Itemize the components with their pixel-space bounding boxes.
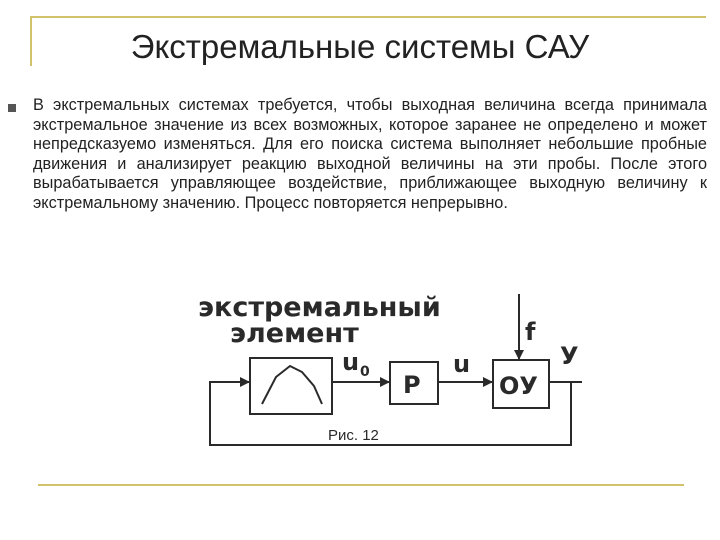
frame-top-line — [30, 16, 706, 18]
block-diagram — [190, 282, 600, 467]
disturbance-f-label: f — [525, 318, 536, 346]
arrow-head-f — [514, 350, 524, 360]
slide-title: Экстремальные системы САУ — [130, 28, 590, 65]
element-label-line2: элемент — [230, 318, 359, 349]
figure-caption: Рис. 12 — [328, 427, 379, 444]
arrow-head-feedback — [240, 377, 250, 387]
signal-u-label: u — [453, 350, 471, 378]
arrow-head-u0 — [380, 377, 390, 387]
regulator-label: Р — [403, 371, 421, 399]
arrow-head-u — [483, 377, 493, 387]
element-label-line1: экстремальный — [198, 292, 441, 323]
slide-paragraph: В экстремальных системах требуется, чтобы выходная величина всегда принимала экстремальное значение из всех возможных, которое заранее не определено и может непредсказуемо изменяться. Для его поиска система выполняет небольшие пробные движения и анализирует реакцию выходной величины на эти пробы. После этого вырабатывается управляющее воздействие, приближающее выходную величину к экстремальному значению. Процесс повторяется непрерывно. — [33, 96, 707, 212]
signal-u0-label: u — [342, 348, 360, 376]
signal-u0-subscript: 0 — [360, 364, 370, 380]
bullet-square-icon — [8, 104, 16, 112]
output-y-label: У — [560, 342, 579, 370]
extremal-curve — [262, 366, 322, 404]
frame-bottom-line — [38, 484, 684, 486]
plant-label: ОУ — [499, 372, 538, 400]
